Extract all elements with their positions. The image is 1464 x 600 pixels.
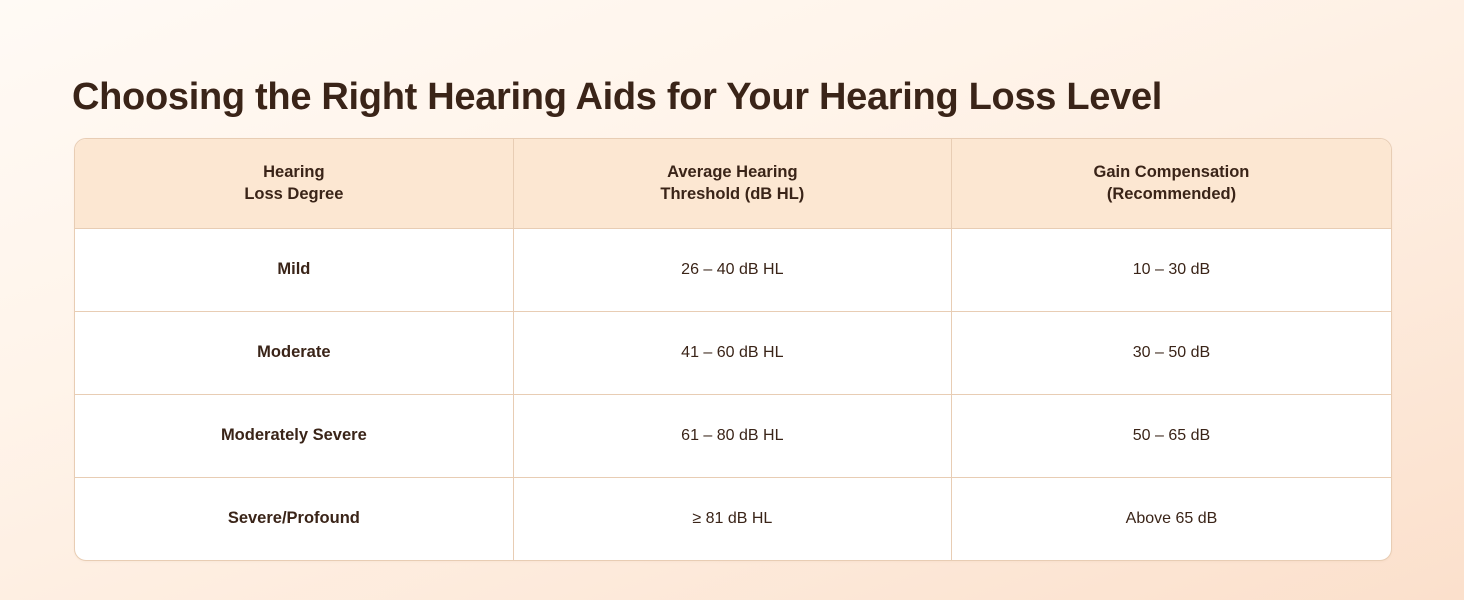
table-header-row xyxy=(75,139,1391,228)
table-body xyxy=(75,228,1391,560)
column-header-line-2: Loss Degree xyxy=(244,185,344,204)
cell-threshold: ≥ 81 dB HL xyxy=(513,477,951,560)
cell-gain: 50 – 65 dB xyxy=(951,394,1391,477)
cell-threshold: 26 – 40 dB HL xyxy=(513,228,951,311)
hearing-loss-table xyxy=(75,139,1391,560)
page-title: Choosing the Right Hearing Aids for Your Hearing Loss Level xyxy=(72,76,1163,119)
hearing-loss-table-container xyxy=(74,138,1392,561)
table-row xyxy=(75,311,1391,394)
cell-gain: Above 65 dB xyxy=(1125,509,1218,527)
column-header-average-hearing-threshold xyxy=(513,139,951,228)
cell-gain: 30 – 50 dB xyxy=(951,311,1391,394)
cell-degree: Moderately Severe xyxy=(75,394,513,477)
cell-degree: Moderate xyxy=(75,311,513,394)
table-row xyxy=(75,228,1391,311)
cell-gain: 10 – 30 dB xyxy=(951,228,1391,311)
column-header-hearing-loss-degree xyxy=(75,139,513,228)
table-row xyxy=(75,477,1391,560)
table-header xyxy=(75,139,1391,228)
column-header-line-2: (Recommended) xyxy=(1106,185,1237,204)
cell-threshold: 61 – 80 dB HL xyxy=(513,394,951,477)
column-header-line-2: Threshold (dB HL) xyxy=(660,185,805,204)
cell-threshold: 41 – 60 dB HL xyxy=(513,311,951,394)
column-header-line-1: Gain Compensation xyxy=(1093,163,1250,181)
column-header-gain-compensation xyxy=(951,139,1391,228)
column-header-line-1: Average Hearing xyxy=(667,163,798,181)
column-header-line-1: Hearing xyxy=(263,163,325,181)
cell-degree: Severe/Profound xyxy=(75,477,513,560)
table-row xyxy=(75,394,1391,477)
cell-degree: Mild xyxy=(75,228,513,311)
